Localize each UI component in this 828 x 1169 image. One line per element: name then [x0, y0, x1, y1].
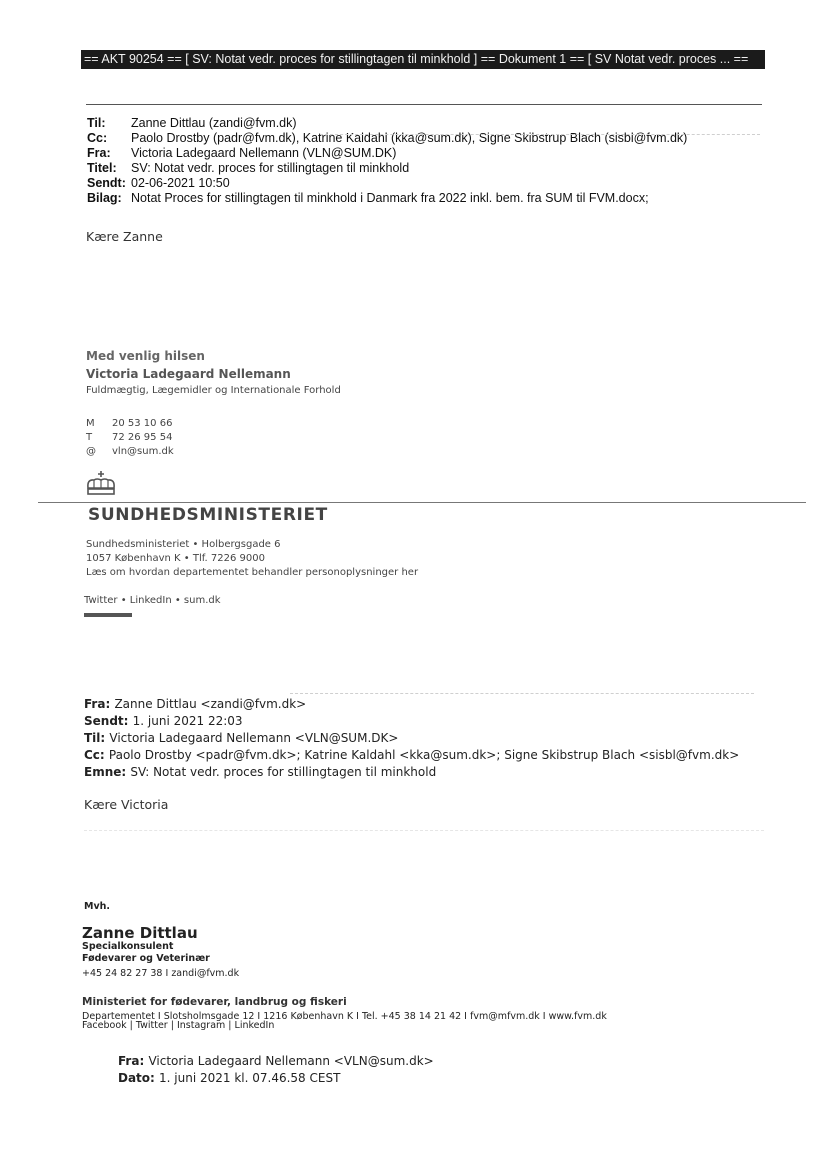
- forward-header-2: [118, 1053, 434, 1087]
- fwd2-date: Dato: 1. juni 2021 kl. 07.46.58 CEST: [118, 1071, 341, 1085]
- forward-header-1: [84, 696, 739, 781]
- signature-divider: [38, 502, 806, 503]
- ministry-address: Sundhedsministeriet • Holbergsgade 6 1057 København K • Tlf. 7226 9000 Læs om hvordan departementet behandler personoplysninger her: [86, 539, 419, 578]
- meta-from-row: Fra: Victoria Ladegaard Nellemann (VLN@SUM.DK): [87, 146, 397, 160]
- contact-email: @ vln@sum.dk: [86, 446, 174, 457]
- faint-rule: [84, 830, 764, 831]
- signature-name: Victoria Ladegaard Nellemann: [86, 367, 291, 381]
- redaction-mark: [84, 613, 132, 617]
- header-divider: [86, 104, 762, 105]
- meta-attachment-value: Notat Proces for stillingtagen til minkhold i Danmark fra 2022 inkl. bem. fra SUM til FVM.docx;: [131, 191, 649, 205]
- meta-cc-row: Cc: Paolo Drostby (padr@fvm.dk), Katrine Kaldahl (kka@sum.dk), Signe Skibstrup Blach (sisbl@fvm.dk): [87, 131, 688, 145]
- meta-title-value: SV: Notat vedr. proces for stillingtagen til minkhold: [131, 161, 410, 175]
- meta-cc-value: Paolo Drostby (padr@fvm.dk), Katrine Kaldahl (kka@sum.dk), Signe Skibstrup Blach (sisbl@fvm.dk): [131, 131, 688, 145]
- signature2-name: Zanne Dittlau: [82, 924, 198, 942]
- ministry-wordmark: SUNDHEDSMINISTERIET: [88, 505, 328, 525]
- contact-phone: T 72 26 95 54: [86, 432, 173, 443]
- faint-rule: [290, 693, 754, 694]
- privacy-link[interactable]: Læs om hvordan departementet behandler personoplysninger her: [86, 567, 419, 578]
- meta-from-value: Victoria Ladegaard Nellemann (VLN@SUM.DK): [131, 146, 397, 160]
- meta-sent-value: 02-06-2021 10:50: [131, 176, 230, 190]
- signature-closing: Med venlig hilsen: [86, 349, 205, 363]
- fwd1-from: Fra: Zanne Dittlau <zandi@fvm.dk>: [84, 697, 307, 711]
- greeting-victoria: Kære Victoria: [84, 797, 169, 812]
- signature2-phone-email: +45 24 82 27 38 I zandi@fvm.dk: [82, 968, 240, 979]
- fwd2-from: Fra: Victoria Ladegaard Nellemann <VLN@sum.dk>: [118, 1054, 434, 1068]
- meta-attachment-row: Bilag: Notat Proces for stillingtagen til minkhold i Danmark fra 2022 inkl. bem. fra SUM til FVM.docx;: [87, 191, 649, 205]
- fwd1-subject: Emne: SV: Notat vedr. proces for stillingtagen til minkhold: [84, 765, 437, 779]
- meta-title-row: Titel: SV: Notat vedr. proces for stillingtagen til minkhold: [87, 161, 410, 175]
- signature2-closing: Mvh.: [84, 901, 111, 912]
- meta-to-value: Zanne Dittlau (zandi@fvm.dk): [131, 116, 297, 130]
- contact-mobile: M 20 53 10 66: [86, 418, 173, 429]
- fwd1-cc: Cc: Paolo Drostby <padr@fvm.dk>; Katrine Kaldahl <kka@sum.dk>; Signe Skibstrup Blach <sisbl@fvm.dk>: [84, 748, 740, 762]
- fwd1-sent: Sendt: 1. juni 2021 22:03: [84, 714, 243, 728]
- signature2-role-block: Specialkonsulent Fødevarer og Veterinær: [82, 941, 210, 964]
- document-header-bar: == AKT 90254 == [ SV: Notat vedr. proces for stillingtagen til minkhold ] == Dokument 1 == [ SV Notat vedr. proces ... ==: [81, 50, 765, 69]
- crown-logo-icon: [84, 470, 118, 498]
- meta-to-row: Til: Zanne Dittlau (zandi@fvm.dk): [87, 116, 297, 130]
- signature2-ministry: Ministeriet for fødevarer, landbrug og fiskeri: [82, 996, 347, 1008]
- signature2-social-links[interactable]: Facebook | Twitter | Instagram | LinkedIn: [82, 1020, 275, 1031]
- greeting-zanne: Kære Zanne: [86, 229, 163, 244]
- signature-role: Fuldmægtig, Lægemidler og Internationale Forhold: [86, 385, 341, 396]
- meta-sent-row: Sendt: 02-06-2021 10:50: [87, 176, 230, 190]
- signature-contacts: [86, 417, 174, 459]
- fwd1-to: Til: Victoria Ladegaard Nellemann <VLN@SUM.DK>: [84, 731, 399, 745]
- faint-rule: [320, 134, 760, 135]
- signature2-dept-address: Departementet I Slotsholmsgade 12 I 1216 København K I Tel. +45 38 14 21 42 I fvm@mfvm.dk I www.fvm.dk: [82, 1011, 607, 1022]
- email-meta-block: [87, 116, 687, 206]
- social-links[interactable]: Twitter • LinkedIn • sum.dk: [84, 595, 221, 606]
